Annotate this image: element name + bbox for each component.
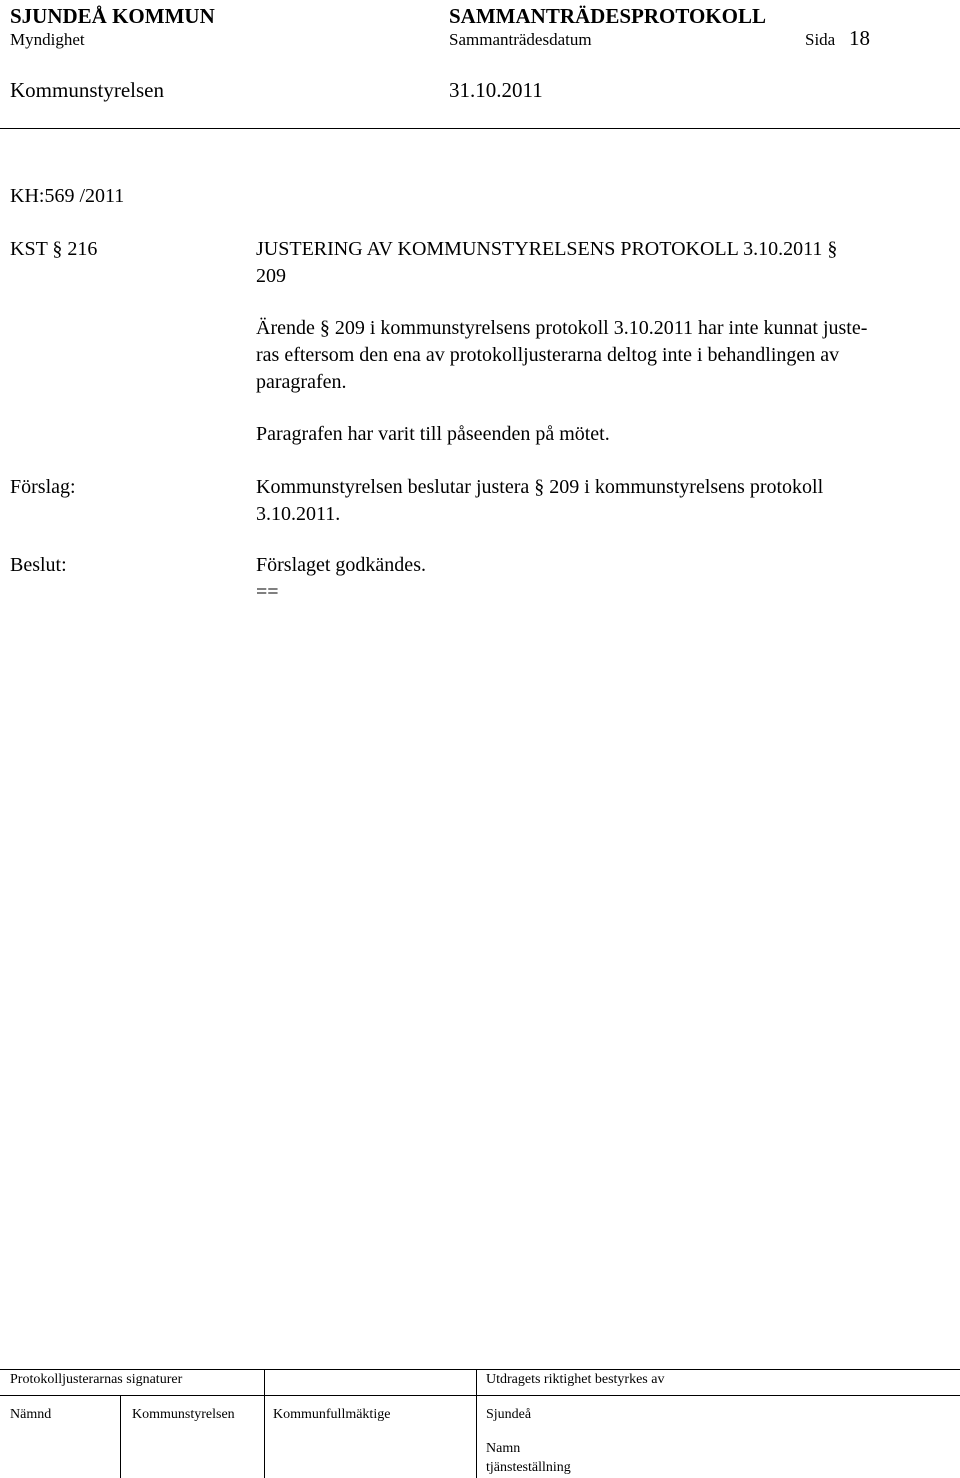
case-kh-number: KH:569 /2011 xyxy=(10,185,125,207)
meeting-date: 31.10.2011 xyxy=(449,78,543,102)
footer-col-divider-2 xyxy=(264,1369,265,1478)
case-body-line-3: paragrafen. xyxy=(256,371,347,393)
case-title-line-2: 209 xyxy=(256,265,286,287)
footer-top-border xyxy=(0,1369,960,1370)
decision-label: Beslut: xyxy=(10,554,67,576)
footer-col-kommunstyrelsen: Kommunstyrelsen xyxy=(132,1407,235,1422)
signatures-label: Protokolljusterarnas signaturer xyxy=(10,1372,183,1387)
footer-row-divider xyxy=(0,1395,960,1396)
footer-col-kommunfullmaktige: Kommunfullmäktige xyxy=(273,1407,391,1422)
authority-name: Kommunstyrelsen xyxy=(10,78,164,102)
footer-position-label: tjänsteställning xyxy=(486,1460,571,1475)
header-divider xyxy=(0,128,960,129)
page-number: 18 xyxy=(849,26,870,50)
proposal-label: Förslag: xyxy=(10,476,76,498)
case-kst-number: KST § 216 xyxy=(10,238,98,260)
org-name: SJUNDEÅ KOMMUN xyxy=(10,4,215,28)
date-label: Sammanträdesdatum xyxy=(449,30,592,49)
certified-label: Utdragets riktighet bestyrkes av xyxy=(486,1372,665,1387)
footer-col-namnd: Nämnd xyxy=(10,1407,52,1422)
footer-place: Sjundeå xyxy=(486,1407,532,1422)
authority-label: Myndighet xyxy=(10,30,85,49)
case-body-line-2: ras eftersom den ena av protokolljusterarna deltog inte i behandlingen av xyxy=(256,344,840,366)
document-type: SAMMANTRÄDESPROTOKOLL xyxy=(449,4,766,28)
case-note: Paragrafen har varit till påseenden på mötet. xyxy=(256,423,610,445)
footer-col-divider-1 xyxy=(120,1395,121,1478)
case-title-line-1: JUSTERING AV KOMMUNSTYRELSENS PROTOKOLL 3.10.2011 § xyxy=(256,238,838,260)
proposal-line-1: Kommunstyrelsen beslutar justera § 209 i kommunstyrelsens protokoll xyxy=(256,476,824,498)
footer-name-label: Namn xyxy=(486,1441,521,1456)
page-label: Sida xyxy=(805,30,836,49)
decision-text: Förslaget godkändes. xyxy=(256,554,426,576)
footer-col-divider-3 xyxy=(476,1369,477,1478)
case-body-line-1: Ärende § 209 i kommunstyrelsens protokoll 3.10.2011 har inte kunnat juste- xyxy=(256,317,868,339)
proposal-line-2: 3.10.2011. xyxy=(256,503,341,525)
end-marker: == xyxy=(256,581,279,603)
